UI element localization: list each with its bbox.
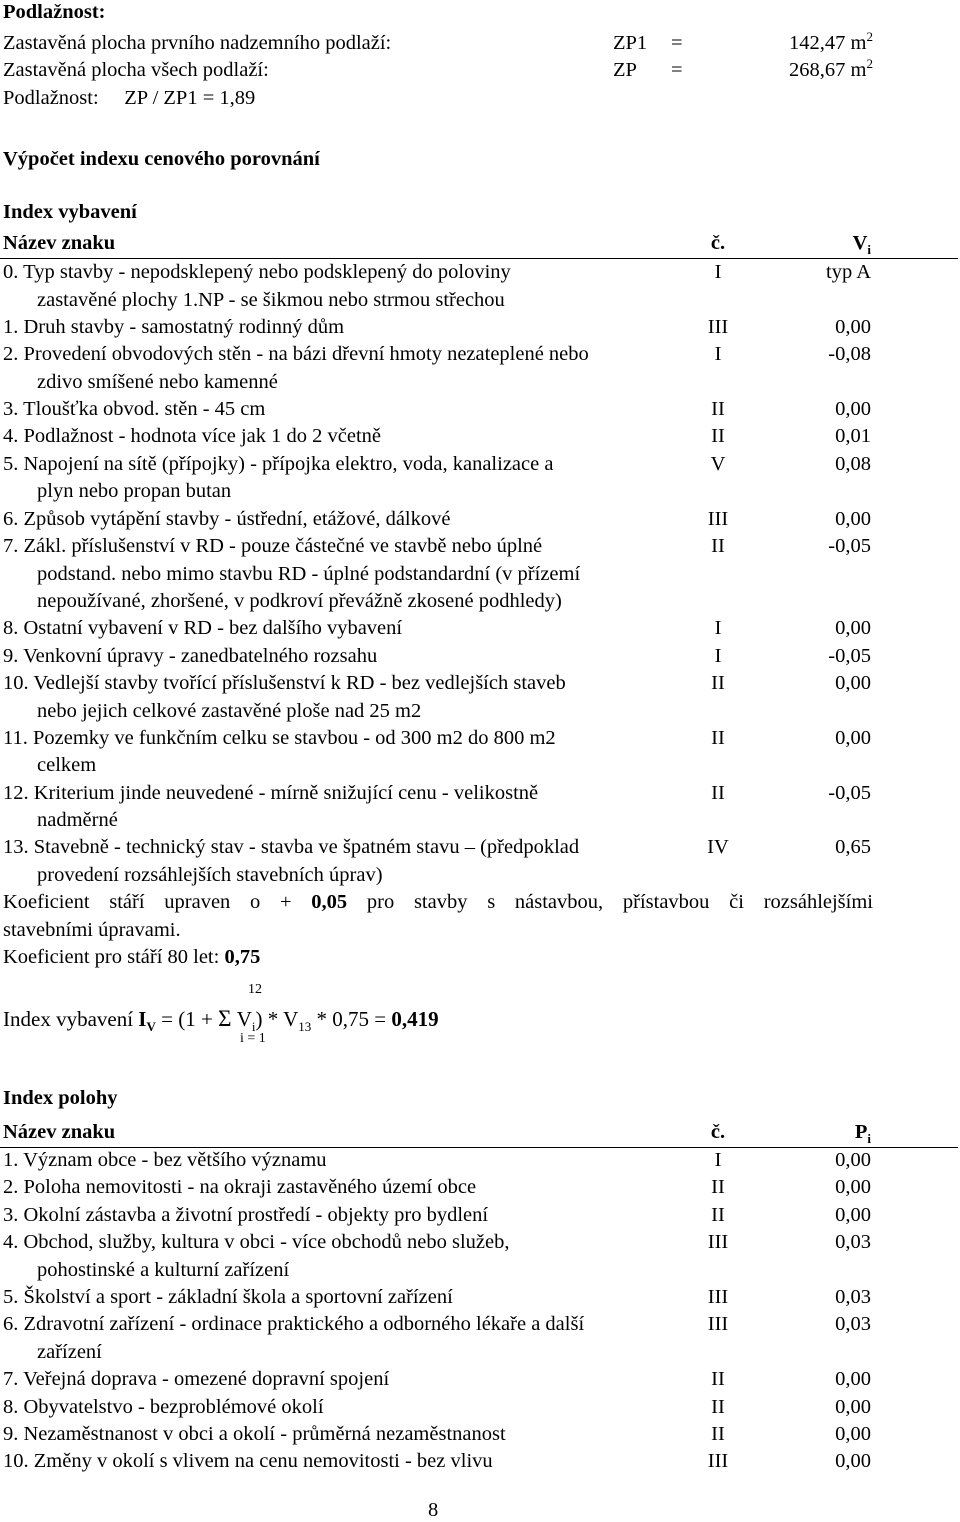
- row-value: 0,01: [835, 425, 871, 448]
- row-value: 0,03: [835, 1286, 871, 1308]
- row-number: II: [711, 1203, 725, 1226]
- podlaznost-line-1-eq: =: [671, 32, 683, 54]
- row-label: [3, 1147, 693, 1175]
- row-value: typ A: [826, 261, 871, 283]
- row-label: [3, 314, 693, 342]
- row-value: -0,05: [828, 644, 871, 667]
- row-number: I: [714, 644, 722, 667]
- podlaznost-heading: Podlažnost:: [3, 1, 106, 23]
- koeficient-80: Koeficient pro stáří 80 let: 0,75: [3, 946, 261, 968]
- row-label-line-2: zdivo smíšené nebo kamenné: [37, 370, 278, 393]
- row-label-line-1: 6. Zdravotní zařízení - ordinace praktického a odborného lékaře a další: [3, 1313, 585, 1336]
- row-label-line-2: nadměrné: [37, 809, 118, 832]
- row-label: [3, 1284, 693, 1312]
- row-label: [3, 643, 693, 671]
- row-label-line-1: 12. Kriterium jinde neuvedené - mírně snižující cenu - velikostně: [3, 781, 539, 804]
- row-value: 0,00: [835, 672, 871, 694]
- row-label-line-1: 9. Nezaměstnanost v obci a okolí - průměrná nezaměstnanost: [3, 1423, 506, 1445]
- row-number: IV: [707, 836, 729, 859]
- row-number: I: [714, 617, 722, 640]
- row-label-line-1: 4. Obchod, služby, kultura v obci - více obchodů nebo služeb,: [3, 1231, 510, 1254]
- row-value: 0,00: [835, 1149, 871, 1171]
- row-number: II: [711, 726, 725, 749]
- row-value: 0,08: [835, 452, 871, 475]
- row-label: [3, 451, 693, 506]
- row-label: [3, 1174, 693, 1202]
- row-value: 0,00: [835, 617, 871, 640]
- koeficient-line-1: Koeficient stáří upraven o + 0,05 pro stavby s nástavbou, přístavbou či rozsáhlejšími: [3, 891, 873, 913]
- row-label-line-1: 10. Změny v okolí s vlivem na cenu nemovitosti - bez vlivu: [3, 1450, 493, 1473]
- row-label-line-1: 11. Pozemky ve funkčním celku se stavbou - od 300 m2 do 800 m2: [3, 726, 556, 749]
- row-label-line-1: 6. Způsob vytápění stavby - ústřední, etážové, dálkové: [3, 507, 451, 530]
- row-label-line-1: 13. Stavebně - technický stav - stavba ve špatném stavu – (předpoklad: [3, 836, 580, 859]
- row-number: V: [710, 452, 726, 475]
- row-value: 0,65: [835, 836, 871, 859]
- row-label: [3, 1394, 693, 1422]
- row-value: 0,00: [835, 507, 871, 530]
- row-label-line-2: nebo jejich celkové zastavěné ploše nad 25 m2: [37, 699, 422, 722]
- row-label: [3, 259, 693, 314]
- poloha-col-num: č.: [710, 1121, 726, 1143]
- row-number: III: [707, 1450, 729, 1473]
- podlaznost-line-3: Podlažnost: ZP / ZP1 = 1,89: [3, 87, 256, 109]
- vypocet-heading: Výpočet indexu cenového porovnání: [3, 148, 320, 170]
- row-label-line-1: 3. Tloušťka obvod. stěn - 45 cm: [3, 398, 266, 420]
- row-number: II: [711, 1423, 725, 1445]
- poloha-col-name: Název znaku: [3, 1121, 116, 1143]
- row-value: 0,00: [835, 315, 871, 338]
- podlaznost-line-2-sym: ZP: [613, 59, 637, 81]
- row-label: [3, 1202, 693, 1230]
- row-label: [3, 533, 693, 616]
- sum-lower-limit: i = 1: [240, 1031, 266, 1046]
- row-number: II: [711, 1368, 725, 1391]
- podlaznost-line-2-label: Zastavěná plocha všech podlaží:: [3, 59, 269, 81]
- row-value: 0,00: [835, 1368, 871, 1391]
- row-label: [3, 780, 693, 835]
- row-label-line-1: 8. Ostatní vybavení v RD - bez dalšího vybavení: [3, 617, 403, 640]
- row-value: -0,08: [828, 343, 871, 366]
- row-number: II: [711, 535, 725, 557]
- podlaznost-line-1-sym: ZP1: [613, 32, 648, 54]
- row-label: [3, 396, 693, 424]
- vybaveni-col-num: č.: [710, 232, 726, 254]
- row-label-line-1: 7. Veřejná doprava - omezené dopravní spojení: [3, 1368, 390, 1391]
- row-label-line-1: 0. Typ stavby - nepodsklepený nebo podsklepený do poloviny: [3, 261, 511, 283]
- sum-upper-limit: 12: [248, 982, 262, 997]
- row-label-line-1: 3. Okolní zástavba a životní prostředí - objekty pro bydlení: [3, 1203, 489, 1226]
- page-number: 8: [428, 1499, 439, 1521]
- podlaznost-line-2-value: 268,67 $m^2$: [789, 56, 873, 81]
- row-value: 0,00: [835, 1176, 871, 1199]
- row-label-line-2: plyn nebo propan butan: [37, 480, 232, 503]
- row-label-line-1: 5. Školství a sport - základní škola a sportovní zařízení: [3, 1286, 453, 1308]
- row-value: 0,03: [835, 1231, 871, 1254]
- row-label-line-2: celkem: [37, 754, 97, 777]
- row-label: [3, 1311, 693, 1366]
- podlaznost-line-2: [3, 58, 958, 82]
- row-label: [3, 725, 693, 780]
- row-number: II: [711, 781, 725, 804]
- vybaveni-heading: Index vybavení: [3, 201, 137, 223]
- row-label-line-1: 5. Napojení na sítě (přípojky) - přípojka elektro, voda, kanalizace a: [3, 452, 554, 475]
- row-number: II: [711, 1395, 725, 1418]
- row-number: I: [714, 343, 722, 366]
- row-label-line-3: nepoužívané, zhoršené, v podkroví převážně zkosené podhledy): [37, 590, 562, 612]
- row-number: II: [711, 425, 725, 448]
- row-number: III: [707, 1286, 729, 1308]
- row-value: 0,00: [835, 1203, 871, 1226]
- row-value: -0,05: [828, 781, 871, 804]
- row-label-line-2: zastavěné plochy 1.NP - se šikmou nebo strmou střechou: [37, 288, 505, 311]
- podlaznost-line-1-value: 142,47 $m^2$: [789, 29, 873, 54]
- row-label-line-1: 10. Vedlejší stavby tvořící příslušenství k RD - bez vedlejších staveb: [3, 672, 566, 694]
- row-label-line-2: pohostinské a kulturní zařízení: [37, 1258, 290, 1281]
- row-label: [3, 1229, 693, 1284]
- row-label-line-1: 2. Provedení obvodových stěn - na bázi dřevní hmoty nezateplené nebo: [3, 343, 589, 366]
- row-value: -0,05: [828, 535, 871, 557]
- row-label-line-1: 7. Zákl. příslušenství v RD - pouze částečné ve stavbě nebo úplné: [3, 535, 543, 557]
- row-number: I: [714, 1149, 722, 1171]
- row-label: [3, 615, 693, 643]
- row-label-line-1: 1. Druh stavby - samostatný rodinný dům: [3, 315, 345, 338]
- row-label-line-1: 4. Podlažnost - hodnota více jak 1 do 2 včetně: [3, 425, 382, 448]
- vybaveni-col-val: $V_i$: [852, 232, 871, 258]
- row-label: [3, 1366, 693, 1394]
- row-value: 0,00: [835, 726, 871, 749]
- row-value: 0,00: [835, 1450, 871, 1473]
- row-number: III: [707, 1313, 729, 1336]
- row-value: 0,00: [835, 1423, 871, 1445]
- row-label: [3, 506, 693, 534]
- row-value: 0,03: [835, 1313, 871, 1336]
- row-label-line-2: podstand. nebo mimo stavbu RD - úplné podstandardní (v přízemí: [37, 562, 581, 585]
- index-vybaveni-formula: Index vybavení $I_V = (1 + \Sigma$ $V_i) * V_{13} * 0,75 = 0,419$: [3, 1006, 439, 1035]
- row-label-line-1: 9. Venkovní úpravy - zanedbatelného rozsahu: [3, 644, 378, 667]
- row-label: [3, 341, 693, 396]
- poloha-heading: Index polohy: [3, 1087, 118, 1109]
- row-number: I: [714, 261, 722, 283]
- row-label: [3, 423, 693, 451]
- row-label-line-1: 2. Poloha nemovitosti - na okraji zastavěného území obce: [3, 1176, 477, 1199]
- row-label-line-1: 8. Obyvatelstvo - bezproblémové okolí: [3, 1395, 324, 1418]
- podlaznost-line-2-eq: =: [671, 59, 683, 81]
- podlaznost-line-1: [3, 31, 958, 55]
- row-number: II: [711, 398, 725, 420]
- poloha-col-val: $P_i$: [854, 1121, 871, 1147]
- row-label-line-1: 1. Význam obce - bez většího významu: [3, 1149, 327, 1171]
- row-number: II: [711, 672, 725, 694]
- row-number: II: [711, 1176, 725, 1199]
- podlaznost-line-1-label: Zastavěná plocha prvního nadzemního podlaží:: [3, 32, 392, 54]
- row-label: [3, 670, 693, 725]
- row-value: 0,00: [835, 398, 871, 420]
- row-number: III: [707, 315, 729, 338]
- koeficient-line-2: stavebními úpravami.: [3, 919, 181, 941]
- row-label: [3, 1448, 693, 1476]
- row-label: [3, 834, 693, 889]
- vybaveni-col-name: Název znaku: [3, 232, 116, 254]
- row-label: [3, 1421, 693, 1449]
- row-number: III: [707, 1231, 729, 1254]
- row-number: III: [707, 507, 729, 530]
- row-label-line-2: provedení rozsáhlejších stavebních úprav): [37, 863, 383, 886]
- row-label-line-2: zařízení: [37, 1340, 102, 1363]
- row-value: 0,00: [835, 1395, 871, 1418]
